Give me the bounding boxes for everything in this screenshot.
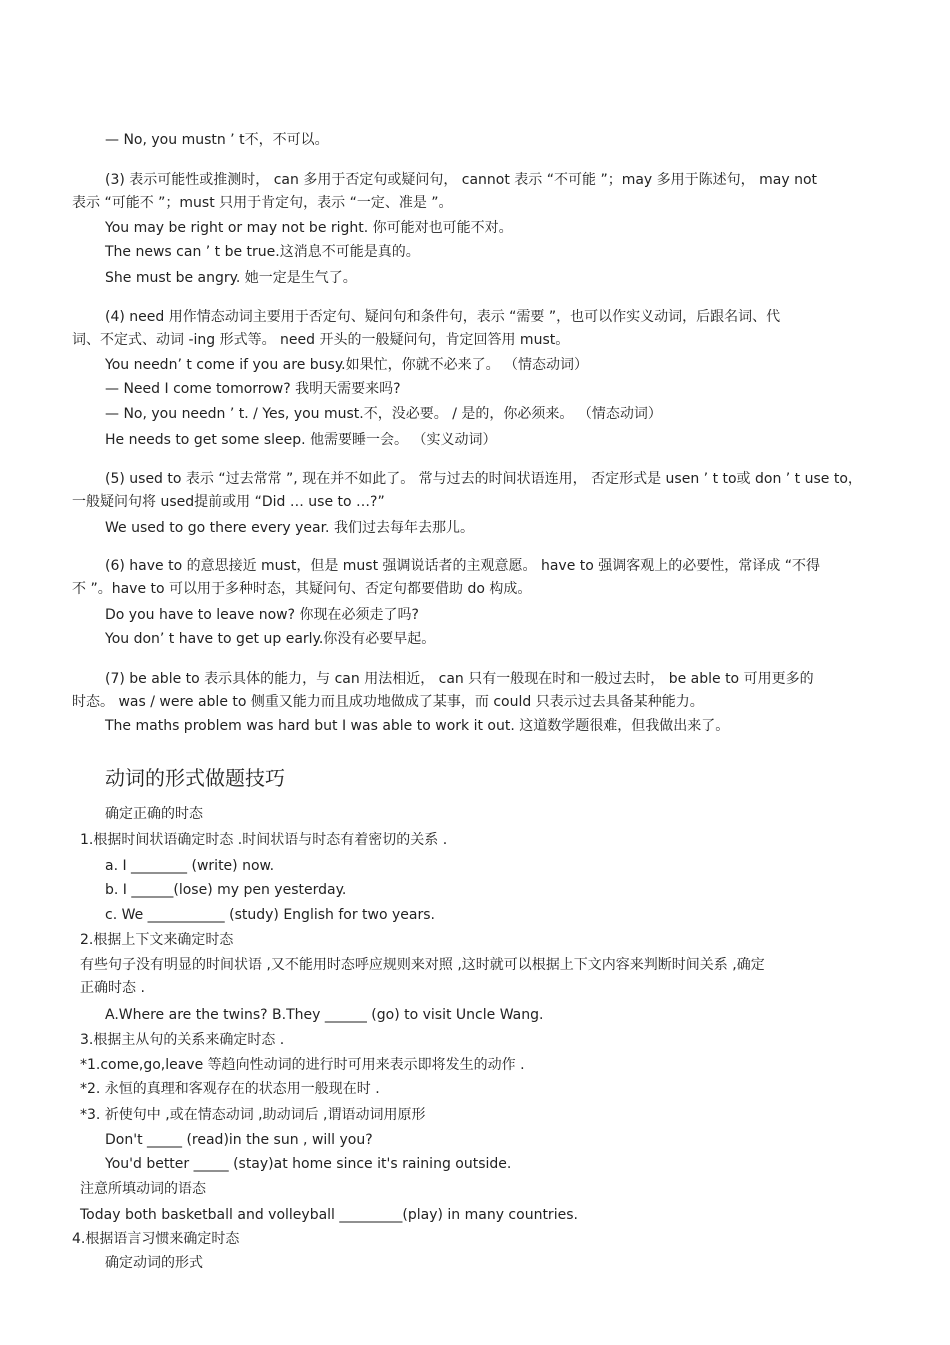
text-line: The news can ’ t be true.这消息不可能是真的。	[105, 244, 420, 260]
text-line: 时态。 was / were able to 侧重又能力而且成功地做成了某事，而 could 只表示过去具备某种能力。	[72, 694, 704, 710]
text-line: You may be right or may not be right. 你可能对也可能不对。	[105, 220, 513, 236]
text-line: 注意所填动词的语态	[80, 1181, 206, 1197]
text-line: 一般疑问句将 used提前或用 “Did … use to …?”	[72, 494, 385, 510]
text-line: 确定动词的形式	[105, 1255, 203, 1271]
exercise-line: Today both basketball and volleyball _________(play) in many countries.	[80, 1207, 578, 1223]
text-line: (3) 表示可能性或推测时， can 多用于否定句或疑问句， cannot 表示 “不可能 ”；may 多用于陈述句， may not	[105, 172, 817, 188]
text-line: 3.根据主从句的关系来确定时态 .	[80, 1032, 285, 1048]
exercise-line: b. I ______(lose) my pen yesterday.	[105, 882, 347, 898]
text-line: — Need I come tomorrow? 我明天需要来吗?	[105, 381, 401, 397]
text-line: 2.根据上下文来确定时态	[80, 932, 234, 948]
text-line: *2. 永恒的真理和客观存在的状态用一般现在时 .	[80, 1081, 380, 1097]
text-line: 不 ”。have to 可以用于多种时态，其疑问句、否定句都要借助 do 构成。	[72, 581, 532, 597]
text-line: 词、不定式、动词 -ing 形式等。 need 开头的一般疑问句，肯定回答用 must。	[72, 332, 570, 348]
text-line: She must be angry. 她一定是生气了。	[105, 270, 357, 286]
text-line: He needs to get some sleep. 他需要睡一会。 （实义动词）	[105, 432, 497, 448]
text-line: 正确时态 .	[80, 980, 145, 996]
text-line: (4) need 用作情态动词主要用于否定句、疑问句和条件句，表示 “需要 ”，也可以作实义动词，后跟名词、代	[105, 309, 781, 325]
text-line: We used to go there every year. 我们过去每年去那儿。	[105, 520, 474, 536]
text-line: 有些句子没有明显的时间状语 ,又不能用时态呼应规则来对照 ,这时就可以根据上下文内容来判断时间关系 ,确定	[80, 957, 765, 973]
text-line: — No, you needn ’ t. / Yes, you must.不，没必要。 / 是的，你必须来。 （情态动词）	[105, 406, 662, 422]
exercise-line: You'd better _____ (stay)at home since it's raining outside.	[105, 1156, 512, 1172]
exercise-line: c. We ___________ (study) English for two years.	[105, 907, 435, 923]
text-line: You needn’ t come if you are busy.如果忙，你就不必来了。 （情态动词）	[105, 357, 589, 373]
text-line: You don’ t have to get up early.你没有必要早起。	[105, 631, 436, 647]
text-line: The maths problem was hard but I was able to work it out. 这道数学题很难，但我做出来了。	[105, 718, 730, 734]
text-line: (5) used to 表示 “过去常常 ”, 现在并不如此了。 常与过去的时间状语连用， 否定形式是 usen ’ t to或 don ’ t use to，	[105, 471, 862, 487]
text-line: 1.根据时间状语确定时态 .时间状语与时态有着密切的关系 .	[80, 832, 448, 848]
text-line: 确定正确的时态	[105, 806, 203, 822]
text-line: — No, you mustn ’ t不，不可以。	[105, 132, 329, 148]
text-line: 4.根据语言习惯来确定时态	[72, 1231, 240, 1247]
text-line: (7) be able to 表示具体的能力，与 can 用法相近， can 只有一般现在时和一般过去时， be able to 可用更多的	[105, 671, 814, 687]
exercise-line: A.Where are the twins? B.They ______ (go) to visit Uncle Wang.	[105, 1007, 544, 1023]
text-line: *3. 祈使句中 ,或在情态动词 ,助动词后 ,谓语动词用原形	[80, 1107, 426, 1123]
exercise-line: Don't _____ (read)in the sun , will you?	[105, 1132, 373, 1148]
text-line: (6) have to 的意思接近 must，但是 must 强调说话者的主观意愿。 have to 强调客观上的必要性，常译成 “不得	[105, 558, 820, 574]
section-title: 动词的形式做题技巧	[105, 766, 285, 790]
exercise-line: a. I ________ (write) now.	[105, 858, 275, 874]
text-line: *1.come,go,leave 等趋向性动词的进行时可用来表示即将发生的动作 .	[80, 1057, 525, 1073]
text-line: 表示 “可能不 ”；must 只用于肯定句，表示 “一定、准是 ”。	[72, 195, 453, 211]
text-line: Do you have to leave now? 你现在必须走了吗?	[105, 607, 419, 623]
